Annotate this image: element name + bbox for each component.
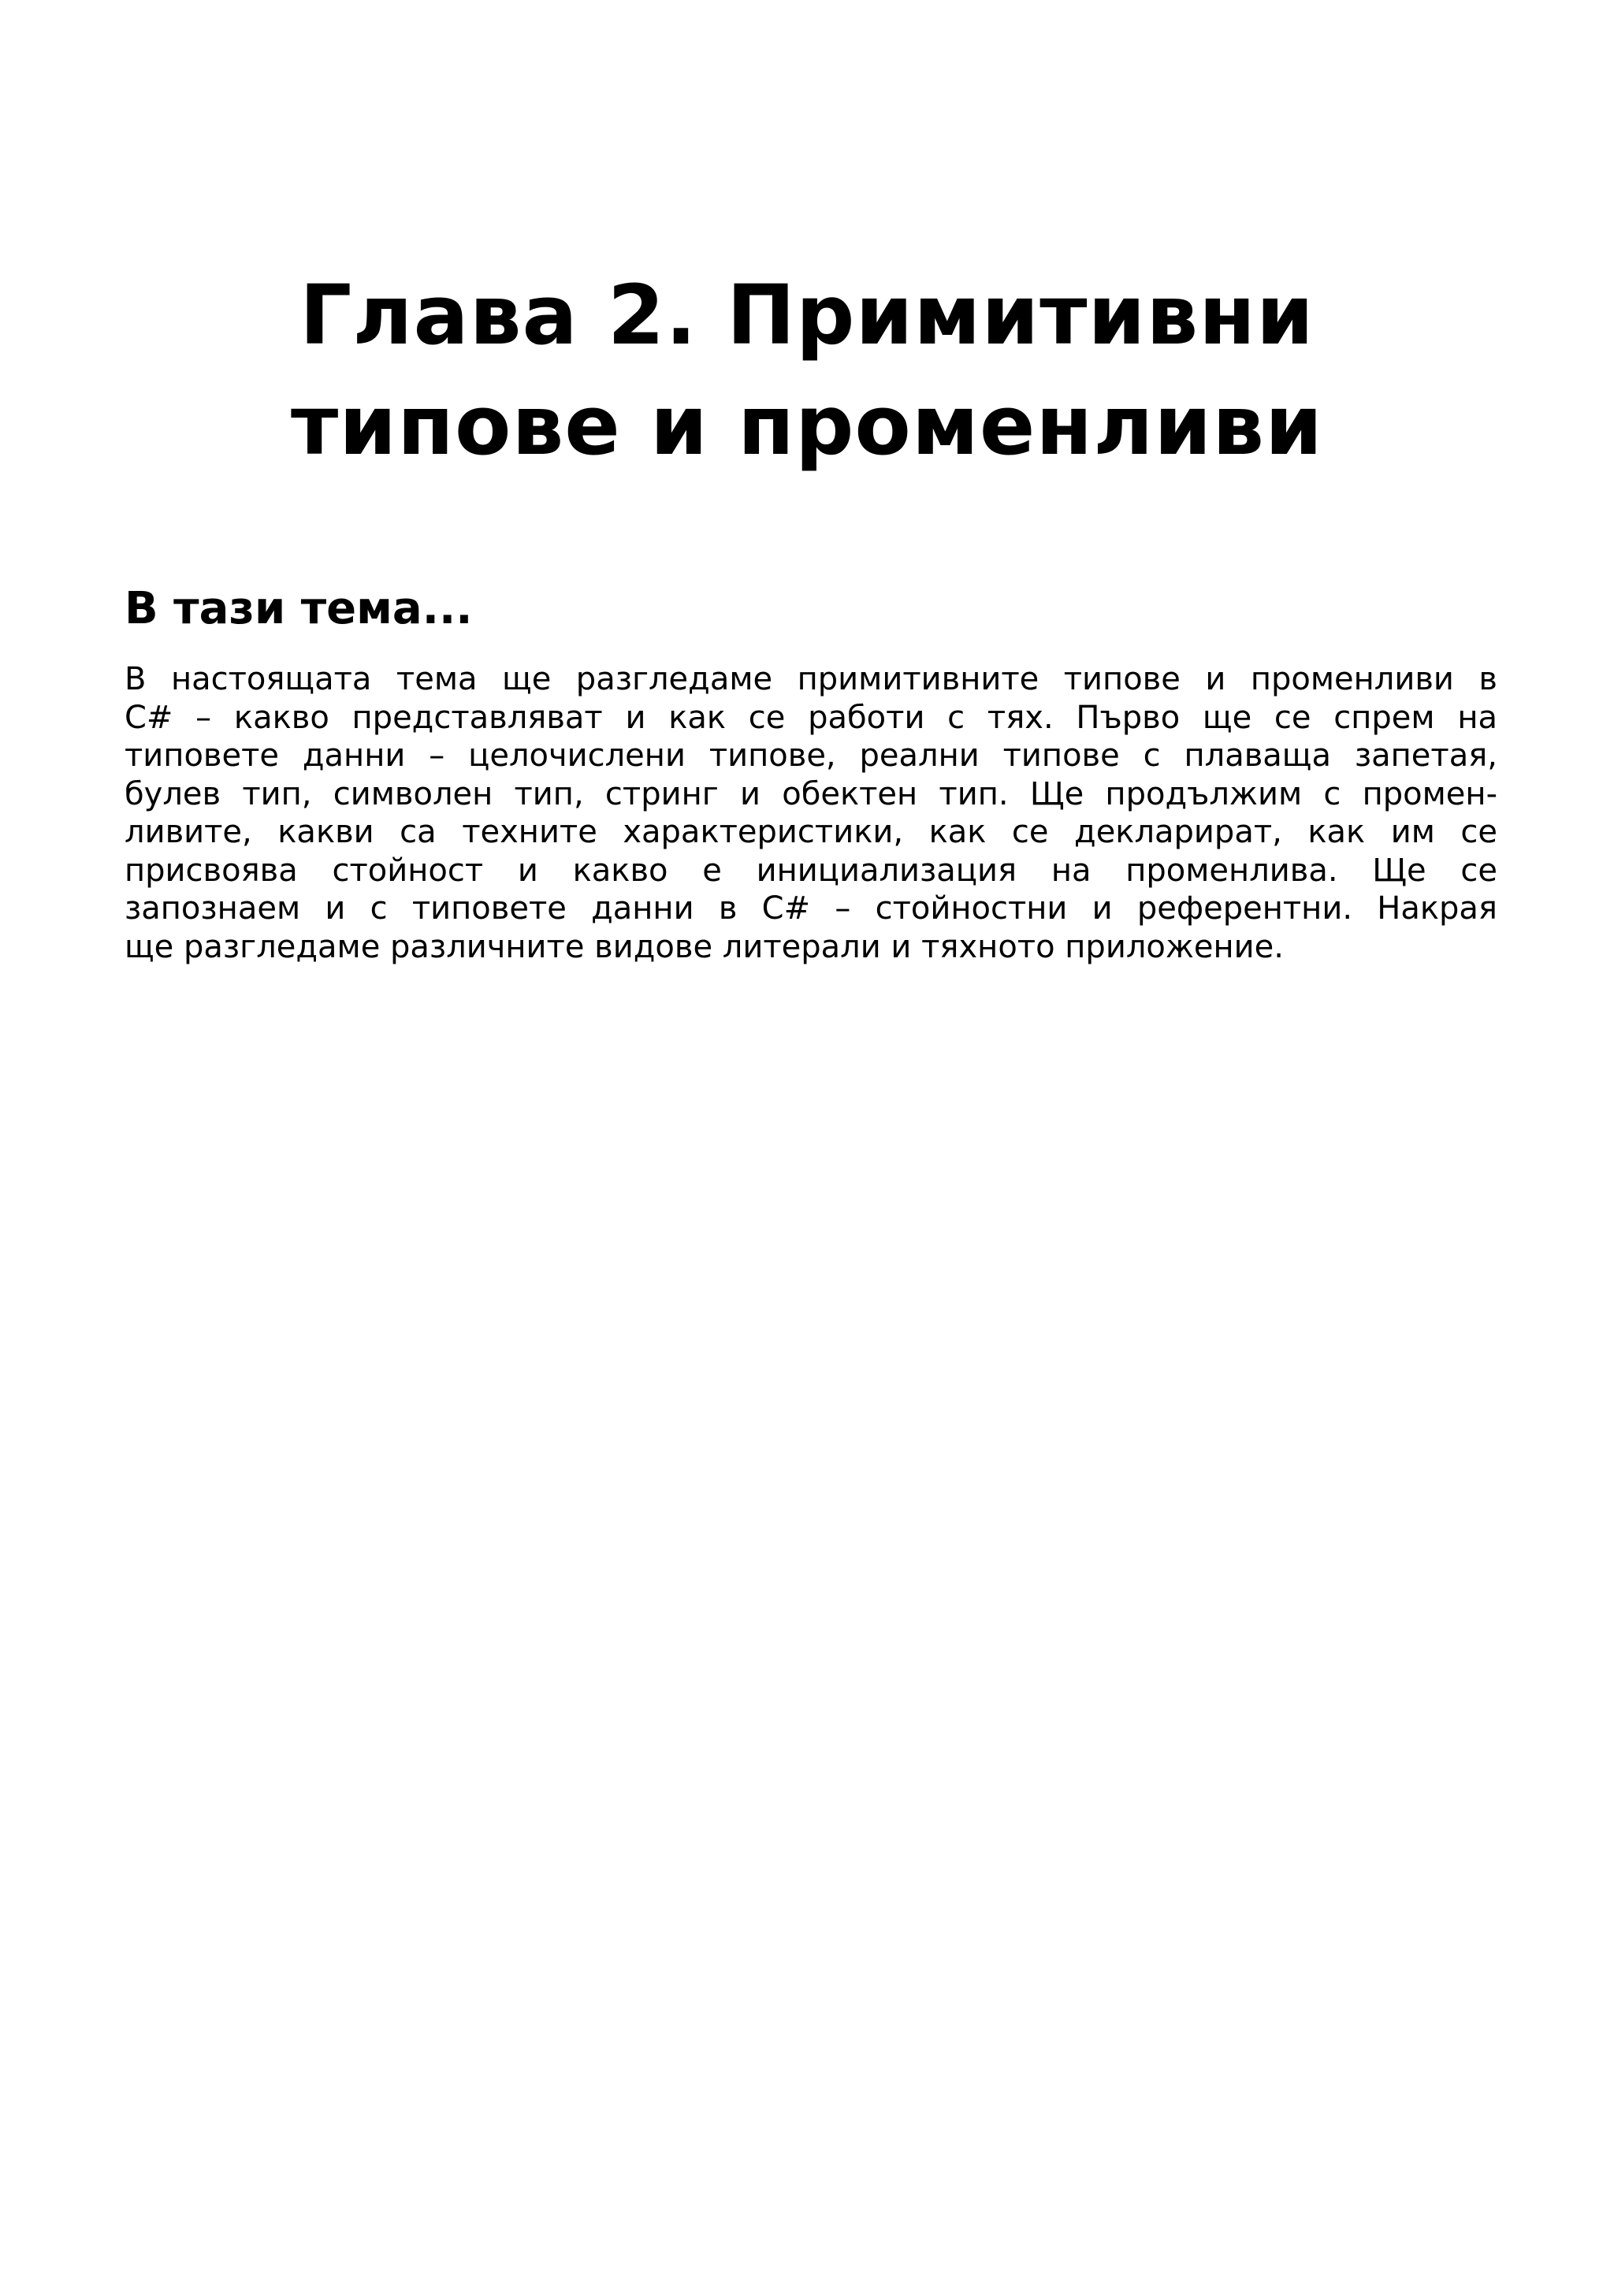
chapter-title-line-1: Глава 2. Примитивни: [299, 267, 1315, 363]
intro-paragraph: [125, 660, 1497, 966]
paragraph-line: В настоящата тема ще разгледаме примитивните типове и променливи в: [125, 661, 1497, 697]
paragraph-line-last: ще разгледаме различните видове литерали и тяхното приложение.: [125, 928, 1284, 965]
paragraph-line: булев тип, символен тип, стринг и обектен тип. Ще продължим с промен-: [125, 775, 1497, 812]
chapter-title-line-2: типове и променливи: [291, 377, 1323, 474]
chapter-title: [0, 260, 1614, 481]
paragraph-line: ливите, какви са техните характеристики, как се декларират, как им се: [125, 814, 1497, 850]
section-heading: В тази тема...: [125, 583, 473, 634]
paragraph-line: присвоява стойност и какво е инициализация на променлива. Ще се: [125, 852, 1497, 889]
paragraph-line: типовете данни – целочислени типове, реални типове с плаваща запетая,: [125, 737, 1497, 774]
paragraph-line: C# – какво представляват и как се работи с тях. Първо ще се спрем на: [125, 699, 1497, 736]
paragraph-line: запознаем и с типовете данни в C# – стойностни и референтни. Накрая: [125, 890, 1497, 927]
